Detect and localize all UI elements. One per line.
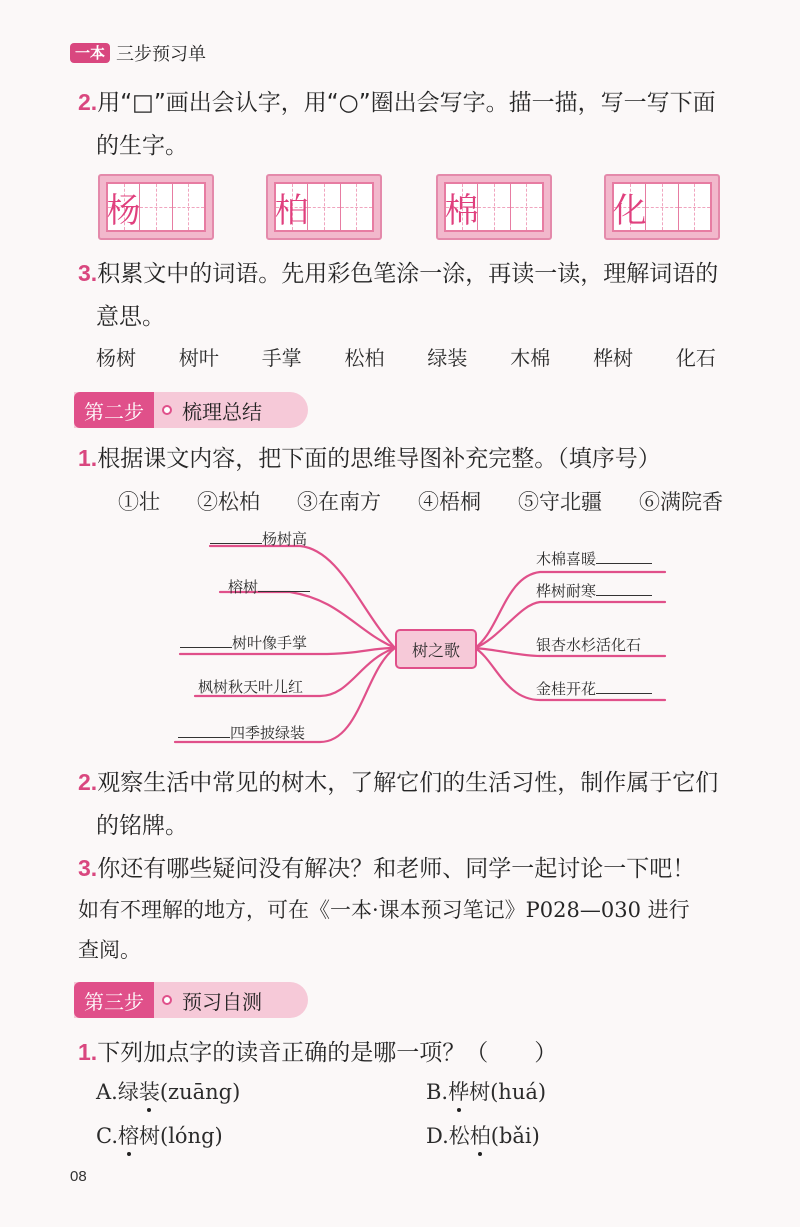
question-2 (78, 86, 716, 119)
option: ④梧桐 (418, 490, 481, 514)
step-2-label: 第二步 (74, 392, 154, 428)
option: ⑥满院香 (639, 490, 723, 514)
question-number: 1. (78, 1039, 98, 1065)
char-box-2[interactable] (266, 174, 382, 240)
bullet-icon (162, 405, 172, 415)
step-3-title: 预习自测 (182, 989, 262, 1014)
char-hua: 化 (612, 190, 647, 231)
answer-blank[interactable] (178, 737, 230, 738)
word: 化石 (675, 346, 716, 370)
step-3-label: 第三步 (74, 982, 154, 1018)
choice-d[interactable]: D.松柏(bǎi) (426, 1120, 540, 1150)
dotted-char: 桦 (448, 1076, 469, 1106)
mindmap-node: 桦树耐寒 (536, 580, 652, 601)
option-list (118, 486, 723, 516)
bullet-icon (162, 995, 172, 1005)
option: ⑤守北疆 (518, 490, 602, 514)
question-number: 3. (78, 855, 98, 881)
answer-blank[interactable] (180, 647, 232, 648)
char-box-3[interactable] (436, 174, 552, 240)
dotted-char: 榕 (118, 1120, 139, 1150)
answer-blank[interactable] (596, 693, 652, 694)
question-text: 积累文中的词语。先用彩色笔涂一涂，再读一读，理解词语的 (97, 261, 719, 287)
step-2-banner (74, 392, 262, 428)
step2-question-1 (78, 442, 661, 475)
char-box-1[interactable] (98, 174, 214, 240)
choice-a[interactable]: A.绿装(zuāng) (96, 1076, 240, 1106)
char-box-4[interactable] (604, 174, 720, 240)
question-number: 2. (78, 769, 98, 795)
brand-logo: 一本 (70, 43, 110, 63)
char-bai: 柏 (274, 190, 309, 231)
question-number: 3. (78, 260, 98, 286)
choice-b[interactable]: B.桦树(huá) (426, 1076, 546, 1106)
answer-blank[interactable] (210, 543, 262, 544)
question-text: 你还有哪些疑问没有解决？和老师、同学一起讨论一下吧！ (97, 856, 696, 882)
word-list (96, 342, 716, 371)
word: 树叶 (178, 346, 219, 370)
dotted-char: 柏 (470, 1120, 491, 1150)
choice-c[interactable]: C.榕树(lóng) (96, 1120, 223, 1150)
mindmap-node: 榕树 (228, 576, 310, 597)
option: ①壮 (118, 490, 160, 514)
question-3 (78, 257, 718, 290)
mindmap-node: 杨树高 (210, 528, 307, 549)
char-mian: 棉 (444, 190, 479, 231)
step2-question-2-continued: 的铭牌。 (96, 813, 188, 839)
mindmap-node: 金桂开花 (536, 678, 652, 699)
page-header (70, 40, 206, 66)
mindmap-node: 四季披绿装 (178, 722, 305, 743)
step2-question-2 (78, 766, 718, 799)
char-yang: 杨 (106, 190, 141, 231)
question-2-continued: 的生字。 (96, 133, 188, 159)
question-text: 用“□”画出会认字，用“○”圈出会写字。描一描，写一写下面 (97, 90, 716, 116)
reference-note-continued: 查阅。 (78, 938, 141, 962)
mindmap-center: 树之歌 (411, 641, 460, 660)
option: ②松柏 (197, 490, 260, 514)
question-3-continued: 意思。 (96, 304, 165, 330)
word: 木棉 (510, 346, 551, 370)
reference-note: 如有不理解的地方，可在《一本·课本预习笔记》P028—030 进行 (78, 898, 690, 922)
word: 桦树 (593, 346, 634, 370)
step-3-banner (74, 982, 262, 1018)
word: 手掌 (261, 346, 302, 370)
mindmap-node: 枫树秋天叶儿红 (198, 678, 304, 696)
option: ③在南方 (297, 490, 381, 514)
mindmap-node: 树叶像手掌 (180, 632, 307, 653)
dotted-char: 装 (139, 1076, 160, 1106)
question-text: 根据课文内容，把下面的思维导图补充完整。（填序号） (97, 446, 661, 472)
answer-blank[interactable] (258, 591, 310, 592)
step2-question-3 (78, 852, 695, 885)
step3-question-1 (78, 1036, 557, 1069)
answer-blank[interactable] (596, 563, 652, 564)
question-text: 下列加点字的读音正确的是哪一项？（ ） (97, 1040, 558, 1066)
question-text: 观察生活中常见的树木，了解它们的生活习性，制作属于它们 (97, 770, 719, 796)
word: 绿装 (427, 346, 468, 370)
question-number: 1. (78, 445, 98, 471)
answer-blank[interactable] (596, 595, 652, 596)
step-2-title: 梳理总结 (182, 399, 262, 424)
word: 松柏 (344, 346, 385, 370)
mindmap-node: 银杏水杉活化石 (536, 636, 642, 654)
page-number: 08 (70, 1168, 87, 1185)
word: 杨树 (96, 346, 136, 370)
header-title: 三步预习单 (116, 44, 207, 65)
question-number: 2. (78, 89, 98, 115)
mindmap-node: 木棉喜暖 (536, 548, 652, 569)
